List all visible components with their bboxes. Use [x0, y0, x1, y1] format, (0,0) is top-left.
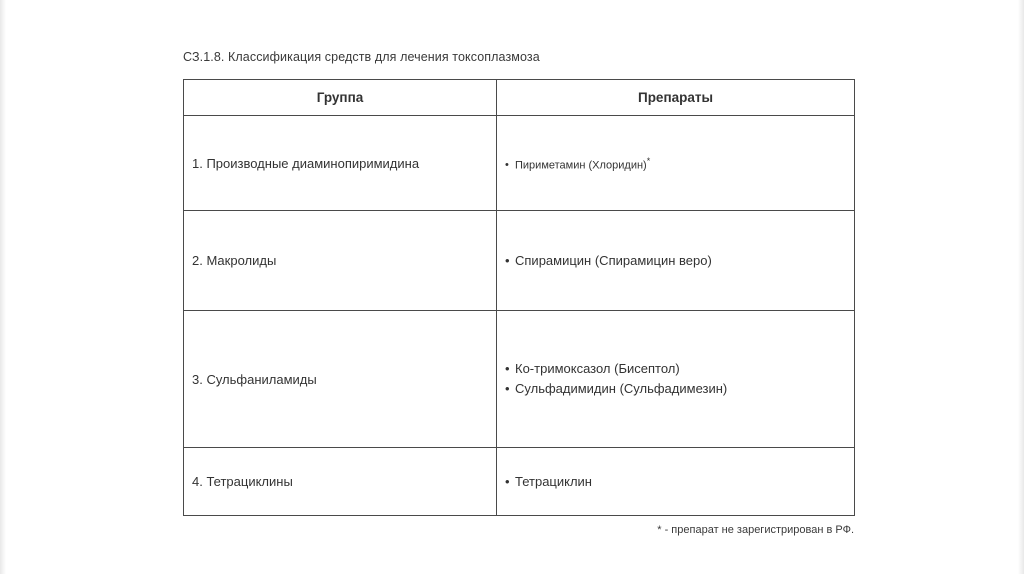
- bullet-icon: •: [505, 159, 509, 172]
- table-header-row: [184, 80, 855, 116]
- drug-list: [505, 251, 854, 271]
- drug-list: [505, 359, 854, 399]
- bullet-icon: •: [505, 473, 510, 489]
- drug-name: Тетрациклин: [515, 473, 592, 489]
- table-row: [184, 211, 855, 311]
- drug-list: [505, 472, 854, 492]
- group-label: 4. Тетрациклины: [192, 474, 293, 489]
- column-header-group: Группа: [184, 80, 497, 116]
- group-label: 3. Сульфаниламиды: [192, 371, 317, 387]
- classification-table: [183, 79, 855, 516]
- drugs-cell: [497, 116, 855, 211]
- table-row: [184, 448, 855, 516]
- drug-item: [505, 472, 854, 492]
- unregistered-mark: *: [646, 155, 651, 166]
- drug-item: [505, 251, 854, 271]
- group-label: 1. Производные диаминопиримидина: [192, 155, 420, 171]
- drug-item: [505, 379, 854, 399]
- group-cell: [184, 311, 497, 448]
- column-header-drugs: Препараты: [497, 80, 855, 116]
- drug-name: Пириметамин (Хлоридин): [515, 159, 647, 172]
- bullet-icon: •: [505, 252, 510, 268]
- drug-name: Сульфадимидин (Сульфадимезин): [515, 381, 728, 396]
- drugs-cell: [497, 448, 855, 516]
- drug-name: Ко-тримоксазол (Бисептол): [515, 361, 680, 376]
- drug-item: [505, 359, 854, 379]
- drug-name: Спирамицин (Спирамицин веро): [515, 252, 712, 268]
- right-edge-shadow: [1018, 0, 1024, 574]
- drug-item: [505, 151, 854, 176]
- group-cell: [184, 211, 497, 311]
- group-cell: [184, 116, 497, 211]
- bullet-icon: •: [505, 361, 510, 376]
- drugs-cell: [497, 211, 855, 311]
- group-cell: [184, 448, 497, 516]
- bullet-icon: •: [505, 381, 510, 396]
- footnote: * - препарат не зарегистрирован в РФ.: [657, 524, 854, 536]
- table-row: [184, 116, 855, 211]
- left-edge-shadow: [0, 0, 6, 574]
- drug-list: [505, 151, 854, 176]
- table-caption: СЗ.1.8. Классификация средств для лечения токсоплазмоза: [183, 50, 540, 64]
- drugs-cell: [497, 311, 855, 448]
- table-row: [184, 311, 855, 448]
- group-label: 2. Макролиды: [192, 253, 277, 268]
